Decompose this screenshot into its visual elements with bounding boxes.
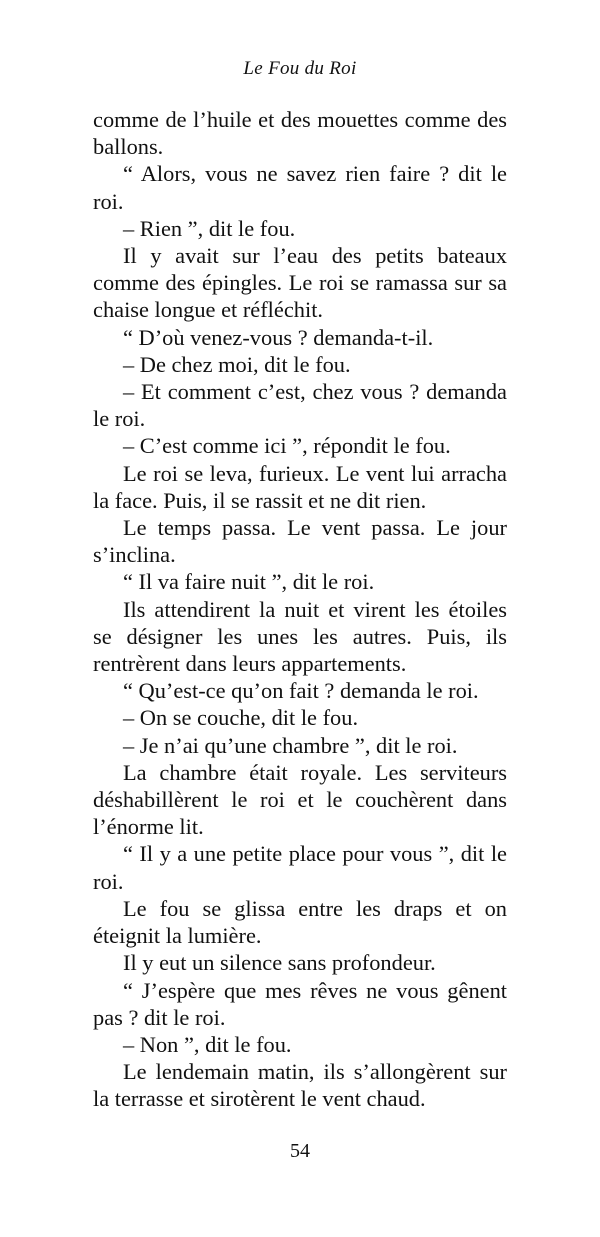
paragraph: Il y avait sur l’eau des petits bateaux comme des épingles. Le roi se ramassa sur sa chaise longue et réfléchit. [93, 243, 507, 323]
paragraph: – Et comment c’est, chez vous ? demanda le roi. [93, 379, 507, 432]
paragraph: Le lendemain matin, ils s’allongèrent sur la terrasse et sirotèrent le vent chaud. [93, 1059, 507, 1112]
paragraph: Le fou se glissa entre les draps et on éteignit la lumière. [93, 895, 507, 949]
running-title: Le Fou du Roi [243, 58, 357, 79]
paragraph: “ J’espère que mes rêves ne vous gênent pas ? dit le roi. [93, 977, 507, 1030]
paragraph: – On se couche, dit le fou. [123, 705, 359, 731]
body-text [93, 106, 507, 1113]
paragraph: “ Il va faire nuit ”, dit le roi. [123, 569, 375, 595]
paragraph: Ils attendirent la nuit et virent les étoiles se désigner les unes les autres. Puis, ils rentrèrent dans leurs appartements. [93, 596, 507, 677]
paragraph: “ Alors, vous ne savez rien faire ? dit le roi. [93, 161, 507, 214]
paragraph: “ D’où venez-vous ? demanda-t-il. [123, 324, 434, 350]
page-number: 54 [290, 1140, 310, 1162]
paragraph: Le temps passa. Le vent passa. Le jour s’inclina. [93, 515, 507, 568]
paragraph: – Non ”, dit le fou. [123, 1031, 292, 1057]
paragraph: “ Il y a une petite place pour vous ”, dit le roi. [93, 841, 507, 894]
paragraph: Il y eut un silence sans profondeur. [123, 950, 436, 976]
paragraph: – Je n’ai qu’une chambre ”, dit le roi. [123, 732, 458, 758]
paragraph: – Rien ”, dit le fou. [123, 215, 296, 241]
paragraph: – C’est comme ici ”, répondit le fou. [123, 433, 451, 459]
paragraph: comme de l’huile et des mouettes comme des ballons. [93, 107, 507, 160]
paragraph: La chambre était royale. Les serviteurs déshabillèrent le roi et le couchèrent dans l’énorme lit. [93, 759, 507, 840]
paragraph: “ Qu’est-ce qu’on fait ? demanda le roi. [123, 678, 479, 704]
paragraph: Le roi se leva, furieux. Le vent lui arracha la face. Puis, il se rassit et ne dit rien. [93, 460, 507, 513]
paragraph: – De chez moi, dit le fou. [123, 351, 351, 377]
